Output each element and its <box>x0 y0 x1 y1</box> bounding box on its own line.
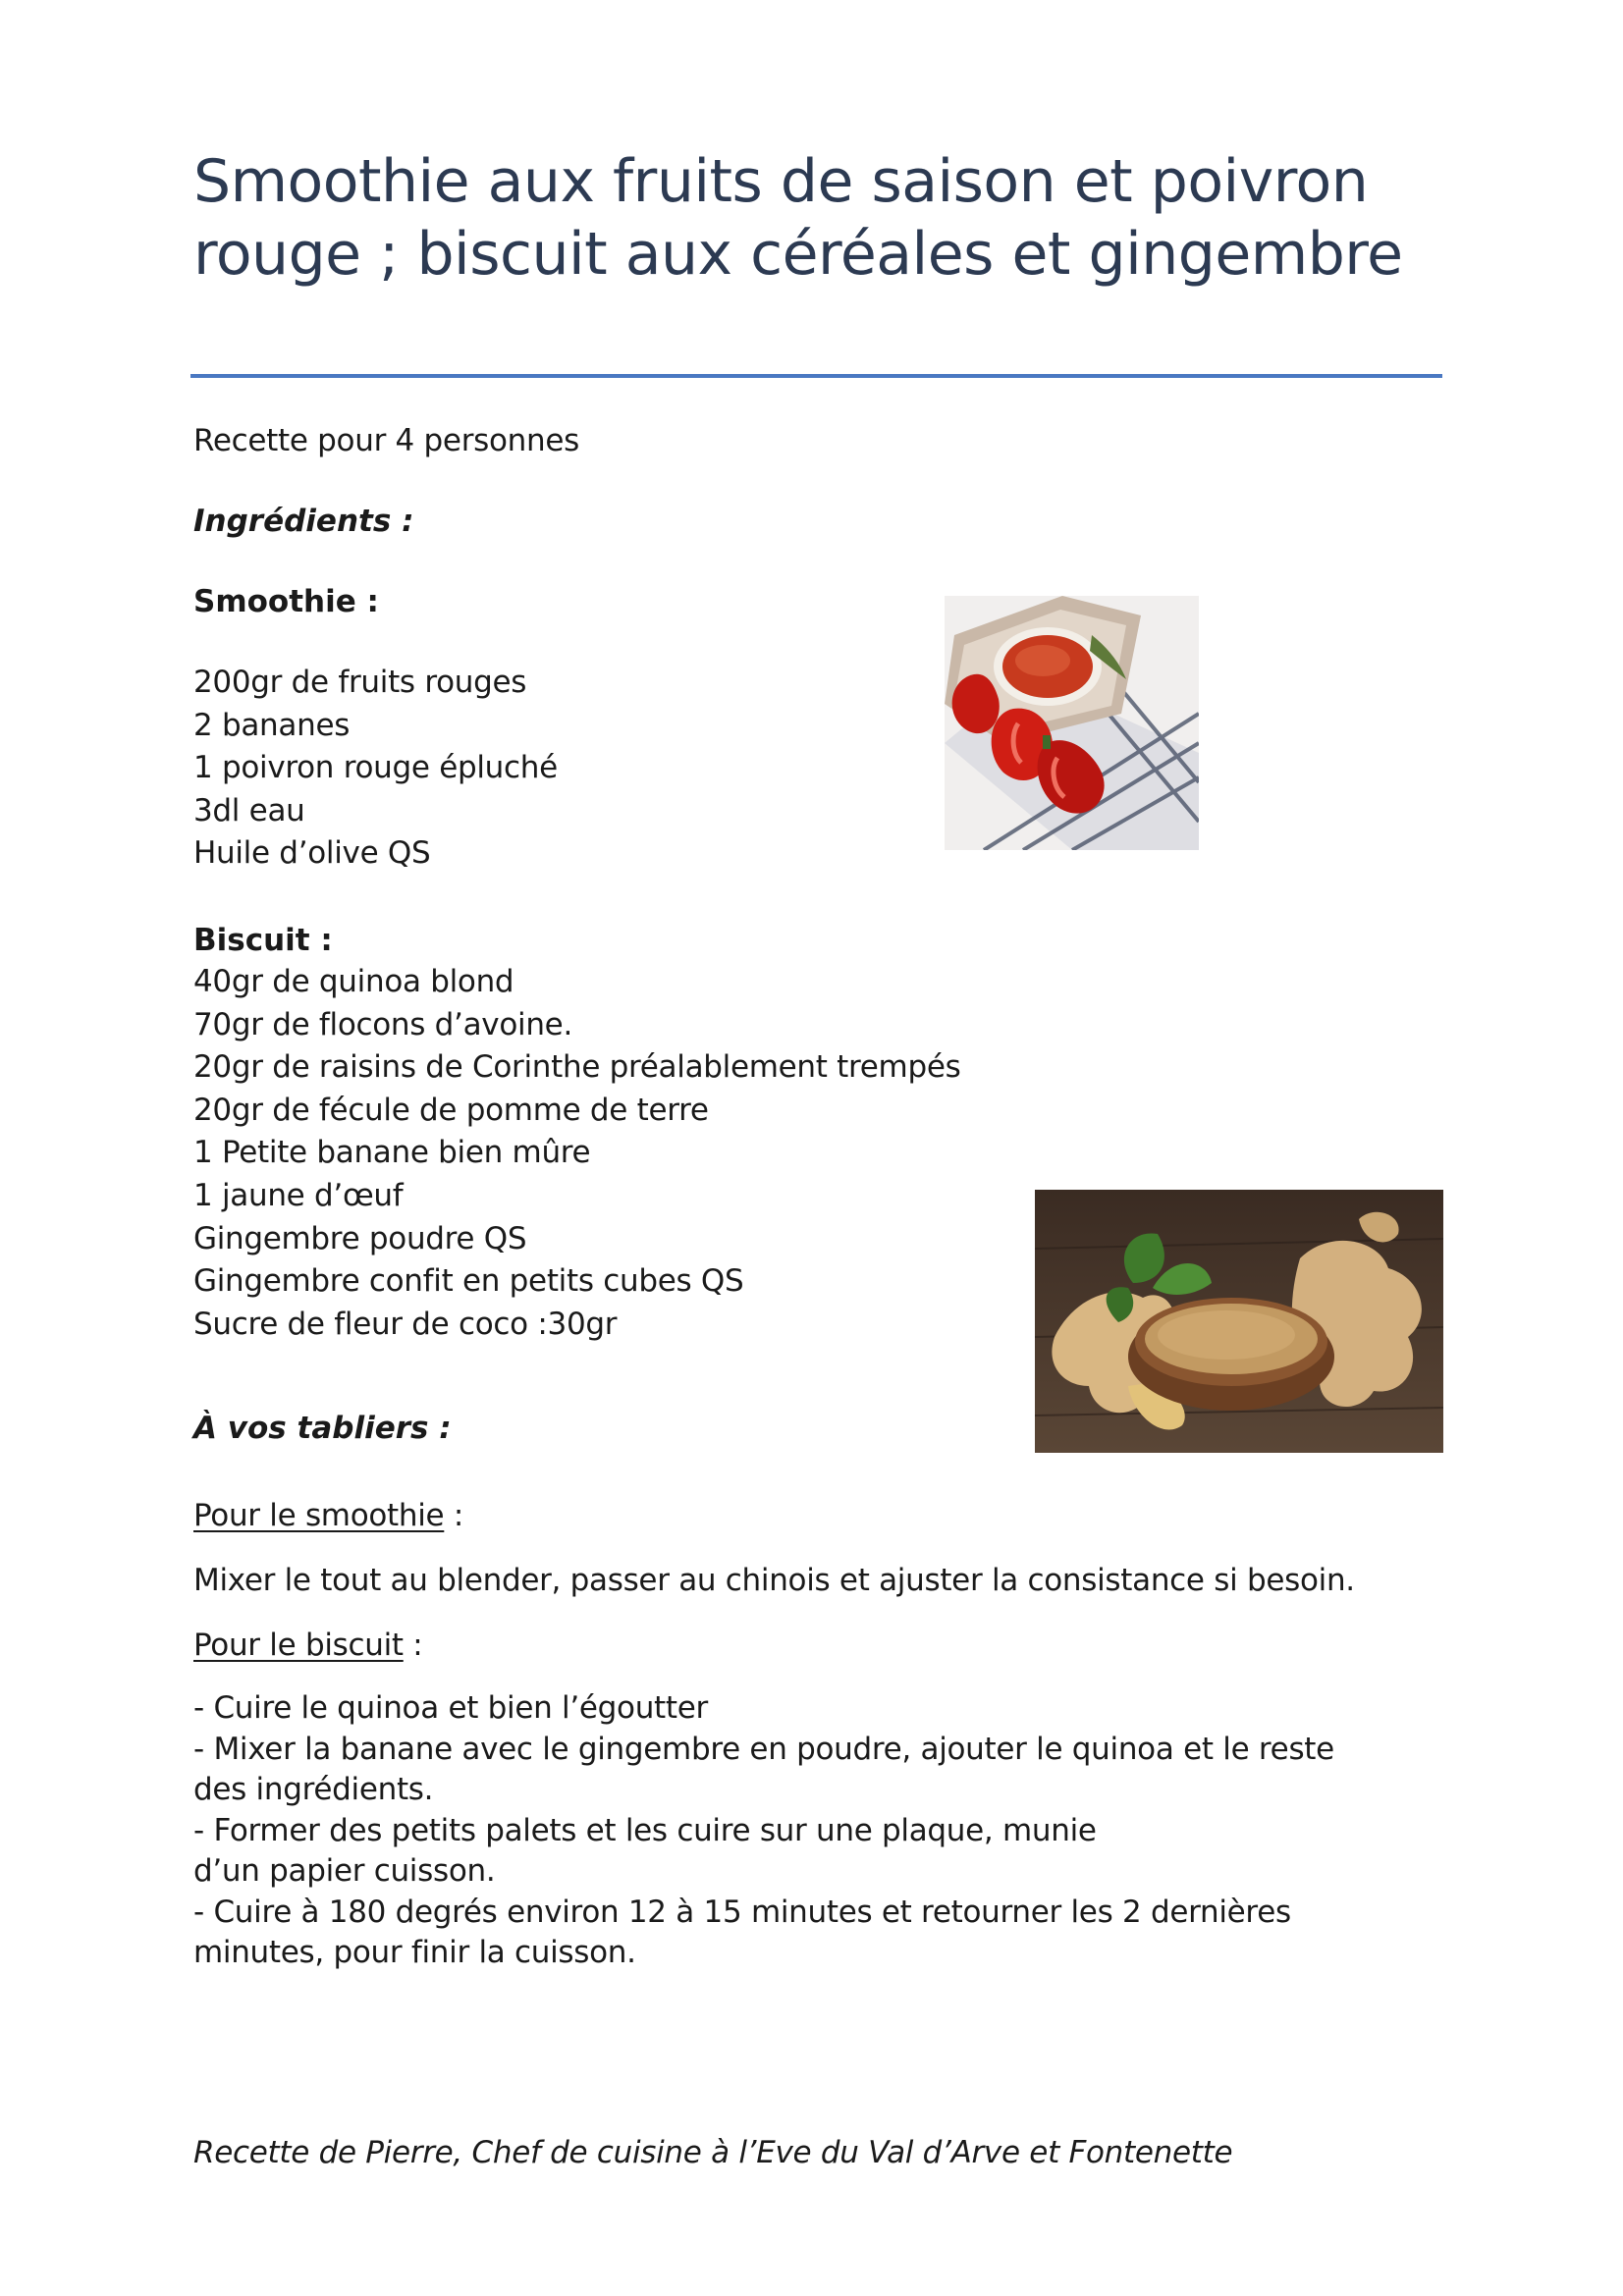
list-item: - Mixer la banane avec le gingembre en poudre, ajouter le quinoa et le reste <box>193 1731 1334 1767</box>
red-pepper-photo <box>945 596 1199 850</box>
footer-credit: Recette de Pierre, Chef de cuisine à l’Eve du Val d’Arve et Fontenette <box>193 2135 1233 2170</box>
smoothie-method-title: Pour le smoothie <box>193 1498 445 1533</box>
list-item: 1 jaune d’œuf <box>193 1177 404 1213</box>
smoothie-method-label <box>193 1495 463 1538</box>
title-divider <box>190 374 1442 378</box>
biscuit-method-title: Pour le biscuit <box>193 1628 404 1663</box>
biscuit-method-steps <box>193 1688 1334 1974</box>
list-item: 40gr de quinoa blond <box>193 964 514 999</box>
ginger-photo <box>1035 1190 1443 1453</box>
list-item: 200gr de fruits rouges <box>193 665 527 700</box>
list-item: 70gr de flocons d’avoine. <box>193 1006 573 1042</box>
list-item: - Cuire à 180 degrés environ 12 à 15 minutes et retourner les 2 dernières <box>193 1894 1291 1930</box>
list-item: 1 Petite banane bien mûre <box>193 1135 591 1171</box>
label-colon: : <box>403 1628 423 1663</box>
ingredients-heading: Ingrédients : <box>193 504 414 539</box>
label-colon: : <box>444 1498 464 1533</box>
list-item: 3dl eau <box>193 792 305 828</box>
biscuit-ingredient-list <box>193 961 960 1346</box>
smoothie-heading: Smoothie : <box>193 584 379 619</box>
list-item: Gingembre poudre QS <box>193 1220 527 1256</box>
smoothie-method-text: Mixer le tout au blender, passer au chinois et ajuster la consistance si besoin. <box>193 1563 1355 1598</box>
list-item: 1 poivron rouge épluché <box>193 750 558 786</box>
page-title: Smoothie aux fruits de saison et poivron rouge ; biscuit aux céréales et gingembre <box>193 147 1403 289</box>
servings-text: Recette pour 4 personnes <box>193 423 579 458</box>
list-item: Huile d’olive QS <box>193 835 431 872</box>
method-heading: À vos tabliers : <box>193 1411 452 1446</box>
list-item: 20gr de fécule de pomme de terre <box>193 1092 709 1128</box>
list-item: Gingembre confit en petits cubes QS <box>193 1263 744 1300</box>
list-item: - Cuire le quinoa et bien l’égoutter <box>193 1690 708 1726</box>
smoothie-ingredient-list <box>193 662 558 876</box>
list-item: 2 bananes <box>193 707 351 743</box>
list-item: des ingrédients. <box>193 1772 434 1807</box>
biscuit-heading: Biscuit : <box>193 923 333 958</box>
list-item: - Former des petits palets et les cuire sur une plaque, munie <box>193 1812 1097 1848</box>
list-item: d’un papier cuisson. <box>193 1853 496 1889</box>
list-item: minutes, pour finir la cuisson. <box>193 1935 636 1970</box>
list-item: 20gr de raisins de Corinthe préalablement trempés <box>193 1049 961 1086</box>
list-item: Sucre de fleur de coco :30gr <box>193 1306 618 1342</box>
biscuit-method-label <box>193 1625 422 1668</box>
